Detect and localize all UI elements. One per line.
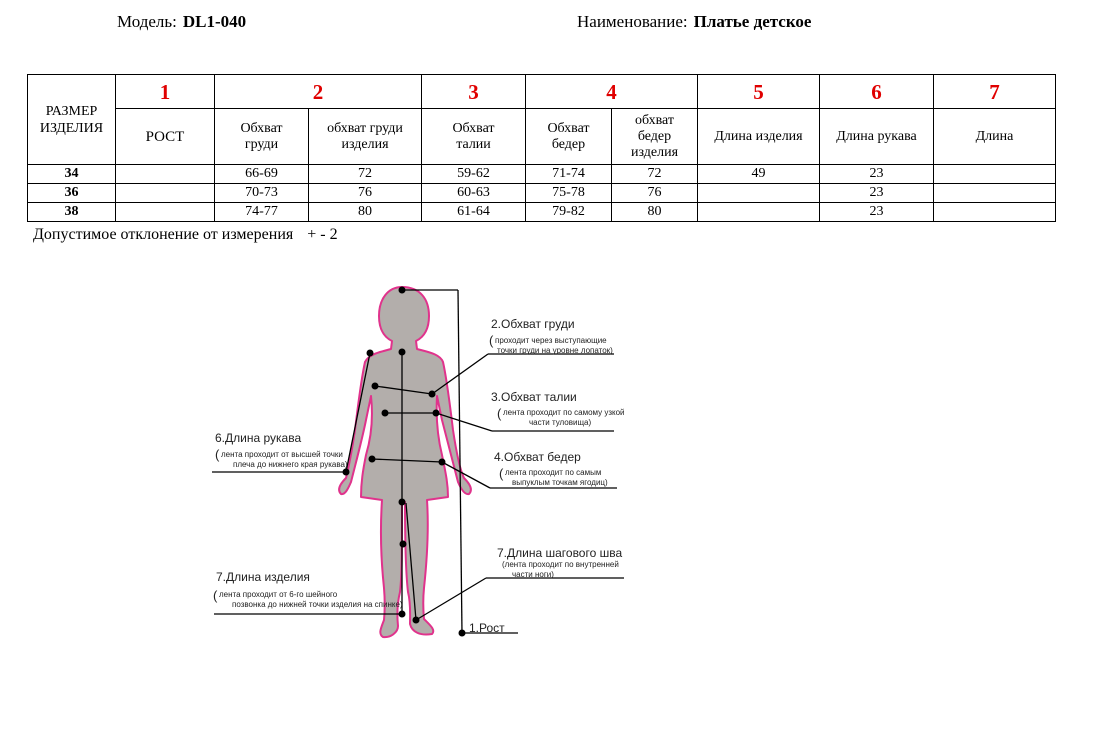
group-number-4: 4 bbox=[526, 75, 698, 109]
sleeve-paren: ( bbox=[215, 447, 220, 462]
label-height bbox=[469, 621, 505, 635]
length7-column-header: Длина bbox=[934, 109, 1056, 165]
length-column-header: Длина изделия bbox=[698, 109, 820, 165]
group-number-3: 3 bbox=[422, 75, 526, 109]
inseam-sub1: (лента проходит по внутренней bbox=[502, 560, 619, 569]
sleeve-sub2: плеча до нижнего края рукава) bbox=[233, 460, 348, 469]
chest-cell: 66-69 bbox=[215, 165, 309, 184]
waist-cell: 60-63 bbox=[422, 184, 526, 203]
label-waist bbox=[491, 390, 625, 427]
height-column-header: РОСТ bbox=[116, 109, 215, 165]
point bbox=[433, 410, 440, 417]
waist-title: 3.Обхват талии bbox=[491, 390, 577, 404]
point bbox=[439, 459, 446, 466]
chest-garment-cell: 72 bbox=[309, 165, 422, 184]
sleeve-cell: 23 bbox=[820, 203, 934, 222]
waist-cell: 61-64 bbox=[422, 203, 526, 222]
point bbox=[429, 391, 436, 398]
chest-sub1: проходит через выступающие bbox=[495, 336, 607, 345]
chest-paren: ( bbox=[489, 333, 494, 348]
inseam-title: 7.Длина шагового шва bbox=[497, 546, 623, 560]
size-cell: 36 bbox=[28, 184, 116, 203]
garment-length-sub2: позвонка до нижней точки изделия на спинке) bbox=[232, 600, 403, 609]
point bbox=[459, 630, 466, 637]
hips-garment-cell: 72 bbox=[612, 165, 698, 184]
size-cell: 34 bbox=[28, 165, 116, 184]
point bbox=[372, 383, 379, 390]
point bbox=[399, 349, 406, 356]
point bbox=[399, 499, 406, 506]
group-number-7: 7 bbox=[934, 75, 1056, 109]
waist-paren: ( bbox=[497, 406, 502, 421]
label-sleeve bbox=[215, 431, 348, 469]
hips-garment-cell: 80 bbox=[612, 203, 698, 222]
tolerance-text: Допустимое отклонение от измерения bbox=[33, 226, 294, 243]
chest-title: 2.Обхват груди bbox=[491, 317, 575, 331]
hips-column-header: Обхват бедер bbox=[526, 109, 612, 165]
hips-garment-column-header: обхват бедер изделия bbox=[612, 109, 698, 165]
height-title: 1.Рост bbox=[469, 621, 505, 635]
hips-title: 4.Обхват бедер bbox=[494, 450, 581, 464]
model-label: Модель: bbox=[117, 12, 177, 31]
hips-cell: 75-78 bbox=[526, 184, 612, 203]
sleeve-column-header: Длина рукава bbox=[820, 109, 934, 165]
point bbox=[369, 456, 376, 463]
hips-cell: 79-82 bbox=[526, 203, 612, 222]
length-cell: 49 bbox=[698, 165, 820, 184]
hips-sub1: лента проходит по самым bbox=[505, 468, 602, 477]
point bbox=[343, 469, 350, 476]
garment-length-sub1: лента проходит от 6-го шейного bbox=[219, 590, 338, 599]
sleeve-sub1: лента проходит от высшей точки bbox=[221, 450, 343, 459]
group-number-1: 1 bbox=[116, 75, 215, 109]
tolerance-value: + - 2 bbox=[307, 226, 338, 243]
group-number-2: 2 bbox=[215, 75, 422, 109]
waist-cell: 59-62 bbox=[422, 165, 526, 184]
chest-cell: 70-73 bbox=[215, 184, 309, 203]
size-column-header: РАЗМЕР ИЗДЕЛИЯ bbox=[28, 75, 116, 165]
body-outline bbox=[339, 287, 471, 637]
hips-paren: ( bbox=[499, 466, 504, 481]
product-name-label: Наименование: bbox=[577, 12, 688, 31]
group-number-5: 5 bbox=[698, 75, 820, 109]
waist-sub2: части туловища) bbox=[529, 418, 592, 427]
waist-sub1: лента проходит по самому узкой bbox=[503, 408, 625, 417]
point bbox=[382, 410, 389, 417]
hips-sub2: выпуклым точкам ягодиц) bbox=[512, 478, 608, 487]
inseam-sub2: части ноги) bbox=[512, 570, 554, 579]
sleeve-cell: 23 bbox=[820, 165, 934, 184]
point bbox=[367, 350, 374, 357]
waist-column-header: Обхват талии bbox=[422, 109, 526, 165]
point bbox=[399, 611, 406, 618]
point bbox=[400, 541, 407, 548]
chest-sub2: точки груди на уровне лопаток) bbox=[497, 346, 613, 355]
inseam-pointer-diag bbox=[416, 578, 486, 620]
label-garment-length bbox=[213, 570, 403, 609]
model-value: DL1-040 bbox=[182, 12, 247, 31]
label-inseam bbox=[497, 546, 622, 579]
point bbox=[399, 287, 406, 294]
group-number-6: 6 bbox=[820, 75, 934, 109]
label-chest bbox=[489, 317, 613, 355]
hips-garment-cell: 76 bbox=[612, 184, 698, 203]
point bbox=[413, 617, 420, 624]
size-cell: 38 bbox=[28, 203, 116, 222]
child-silhouette bbox=[339, 287, 471, 637]
chest-column-header: Обхват груди bbox=[215, 109, 309, 165]
chest-garment-cell: 80 bbox=[309, 203, 422, 222]
label-hips bbox=[494, 450, 608, 487]
hips-cell: 71-74 bbox=[526, 165, 612, 184]
garment-length-paren: ( bbox=[213, 588, 218, 603]
chest-garment-cell: 76 bbox=[309, 184, 422, 203]
sleeve-title: 6.Длина рукава bbox=[215, 431, 302, 445]
product-name-value: Платье детское bbox=[693, 12, 812, 31]
garment-length-title: 7.Длина изделия bbox=[216, 570, 310, 584]
sleeve-cell: 23 bbox=[820, 184, 934, 203]
chest-garment-column-header: обхват груди изделия bbox=[309, 109, 422, 165]
chest-cell: 74-77 bbox=[215, 203, 309, 222]
